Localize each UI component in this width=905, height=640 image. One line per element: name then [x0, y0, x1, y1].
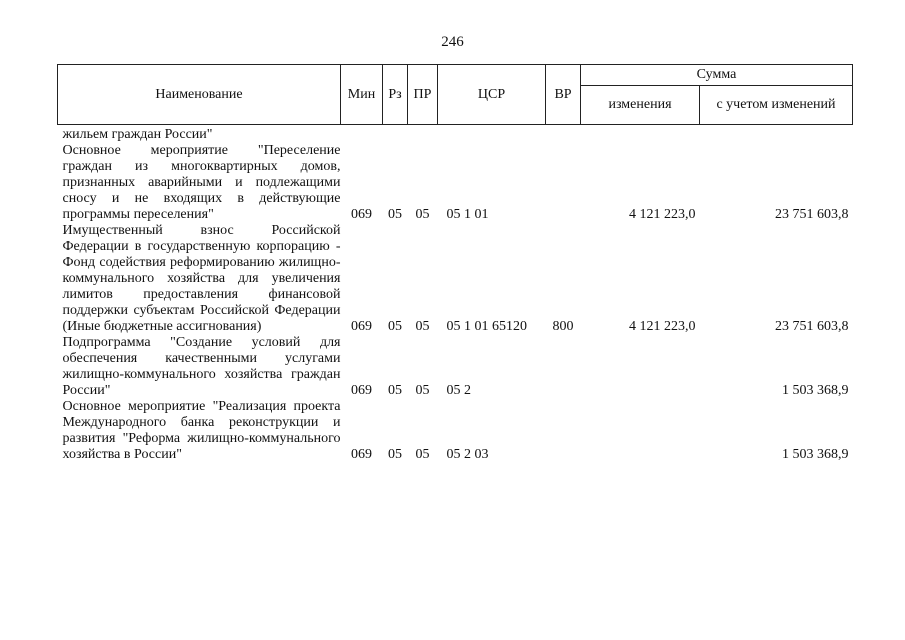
row-rz: [383, 125, 408, 144]
table-row: [58, 223, 853, 335]
row-vr: 800: [552, 319, 574, 334]
row-csr: 05 2 03: [446, 447, 489, 462]
row-pr: 05: [415, 447, 430, 462]
header-total: с учетом изменений: [700, 86, 853, 125]
header-sum: Сумма: [581, 65, 853, 86]
row-total: 1 503 368,9: [782, 447, 849, 462]
row-name: Подпрограмма "Создание условий для обеспечения качественными услугами жилищно-коммунального хозяйства граждан России": [62, 335, 341, 398]
row-rz: 05: [388, 447, 402, 462]
header-pr: ПР: [408, 65, 438, 125]
table-row: [58, 335, 853, 399]
row-total: 23 751 603,8: [775, 319, 849, 334]
row-vr: [546, 399, 581, 463]
budget-table: [57, 64, 853, 463]
page-number: 246: [441, 34, 464, 50]
table-row: [58, 125, 853, 144]
row-change: [581, 335, 700, 399]
table-body: [58, 125, 853, 464]
header-min: Мин: [341, 65, 383, 125]
row-rz: 05: [388, 383, 402, 398]
header-name: Наименование: [58, 65, 341, 125]
row-csr: 05 2: [446, 383, 471, 398]
row-min: 069: [351, 383, 372, 398]
header-csr: ЦСР: [438, 65, 546, 125]
table-row: [58, 143, 853, 223]
table-row: [58, 399, 853, 463]
row-name: жильем граждан России": [62, 127, 213, 142]
row-pr: 05: [415, 383, 430, 398]
header-vr: ВР: [546, 65, 581, 125]
row-total: [700, 125, 853, 144]
row-vr: [546, 143, 581, 223]
row-csr: 05 1 01: [446, 207, 489, 222]
row-change: [581, 399, 700, 463]
row-pr: 05: [415, 207, 430, 222]
row-min: 069: [351, 447, 372, 462]
row-rz: 05: [388, 319, 402, 334]
row-name: Основное мероприятие "Реализация проекта Международного банка реконструкции и развития "Реформа жилищно-коммунального хозяйства в России": [62, 399, 341, 462]
table-header: [58, 65, 853, 125]
row-min: [341, 125, 383, 144]
row-name: Основное мероприятие "Переселение граждан из многоквартирных домов, признанных аварийными и подлежащими сносу и не входящих в действующие программы переселения": [62, 143, 341, 222]
row-min: 069: [351, 207, 372, 222]
row-csr: 05 1 01 65120: [446, 319, 527, 334]
row-name: Имущественный взнос Российской Федерации в государственную корпорацию - Фонд содействия реформированию жилищно-коммунального хозяйства для увеличения лимитов предоставления финансовой поддержки субъектам Российской Федерации (Иные бюджетные ассигнования): [62, 223, 341, 334]
row-rz: 05: [388, 207, 402, 222]
row-vr: [546, 335, 581, 399]
row-min: 069: [351, 319, 372, 334]
row-pr: 05: [415, 319, 430, 334]
row-total: 1 503 368,9: [782, 383, 849, 398]
row-change: [581, 125, 700, 144]
row-total: 23 751 603,8: [775, 207, 849, 222]
row-csr: [438, 125, 546, 144]
row-change: 4 121 223,0: [629, 207, 696, 222]
row-vr: [546, 125, 581, 144]
header-change: изменения: [581, 86, 700, 125]
row-pr: [408, 125, 438, 144]
header-rz: Рз: [383, 65, 408, 125]
row-change: 4 121 223,0: [629, 319, 696, 334]
